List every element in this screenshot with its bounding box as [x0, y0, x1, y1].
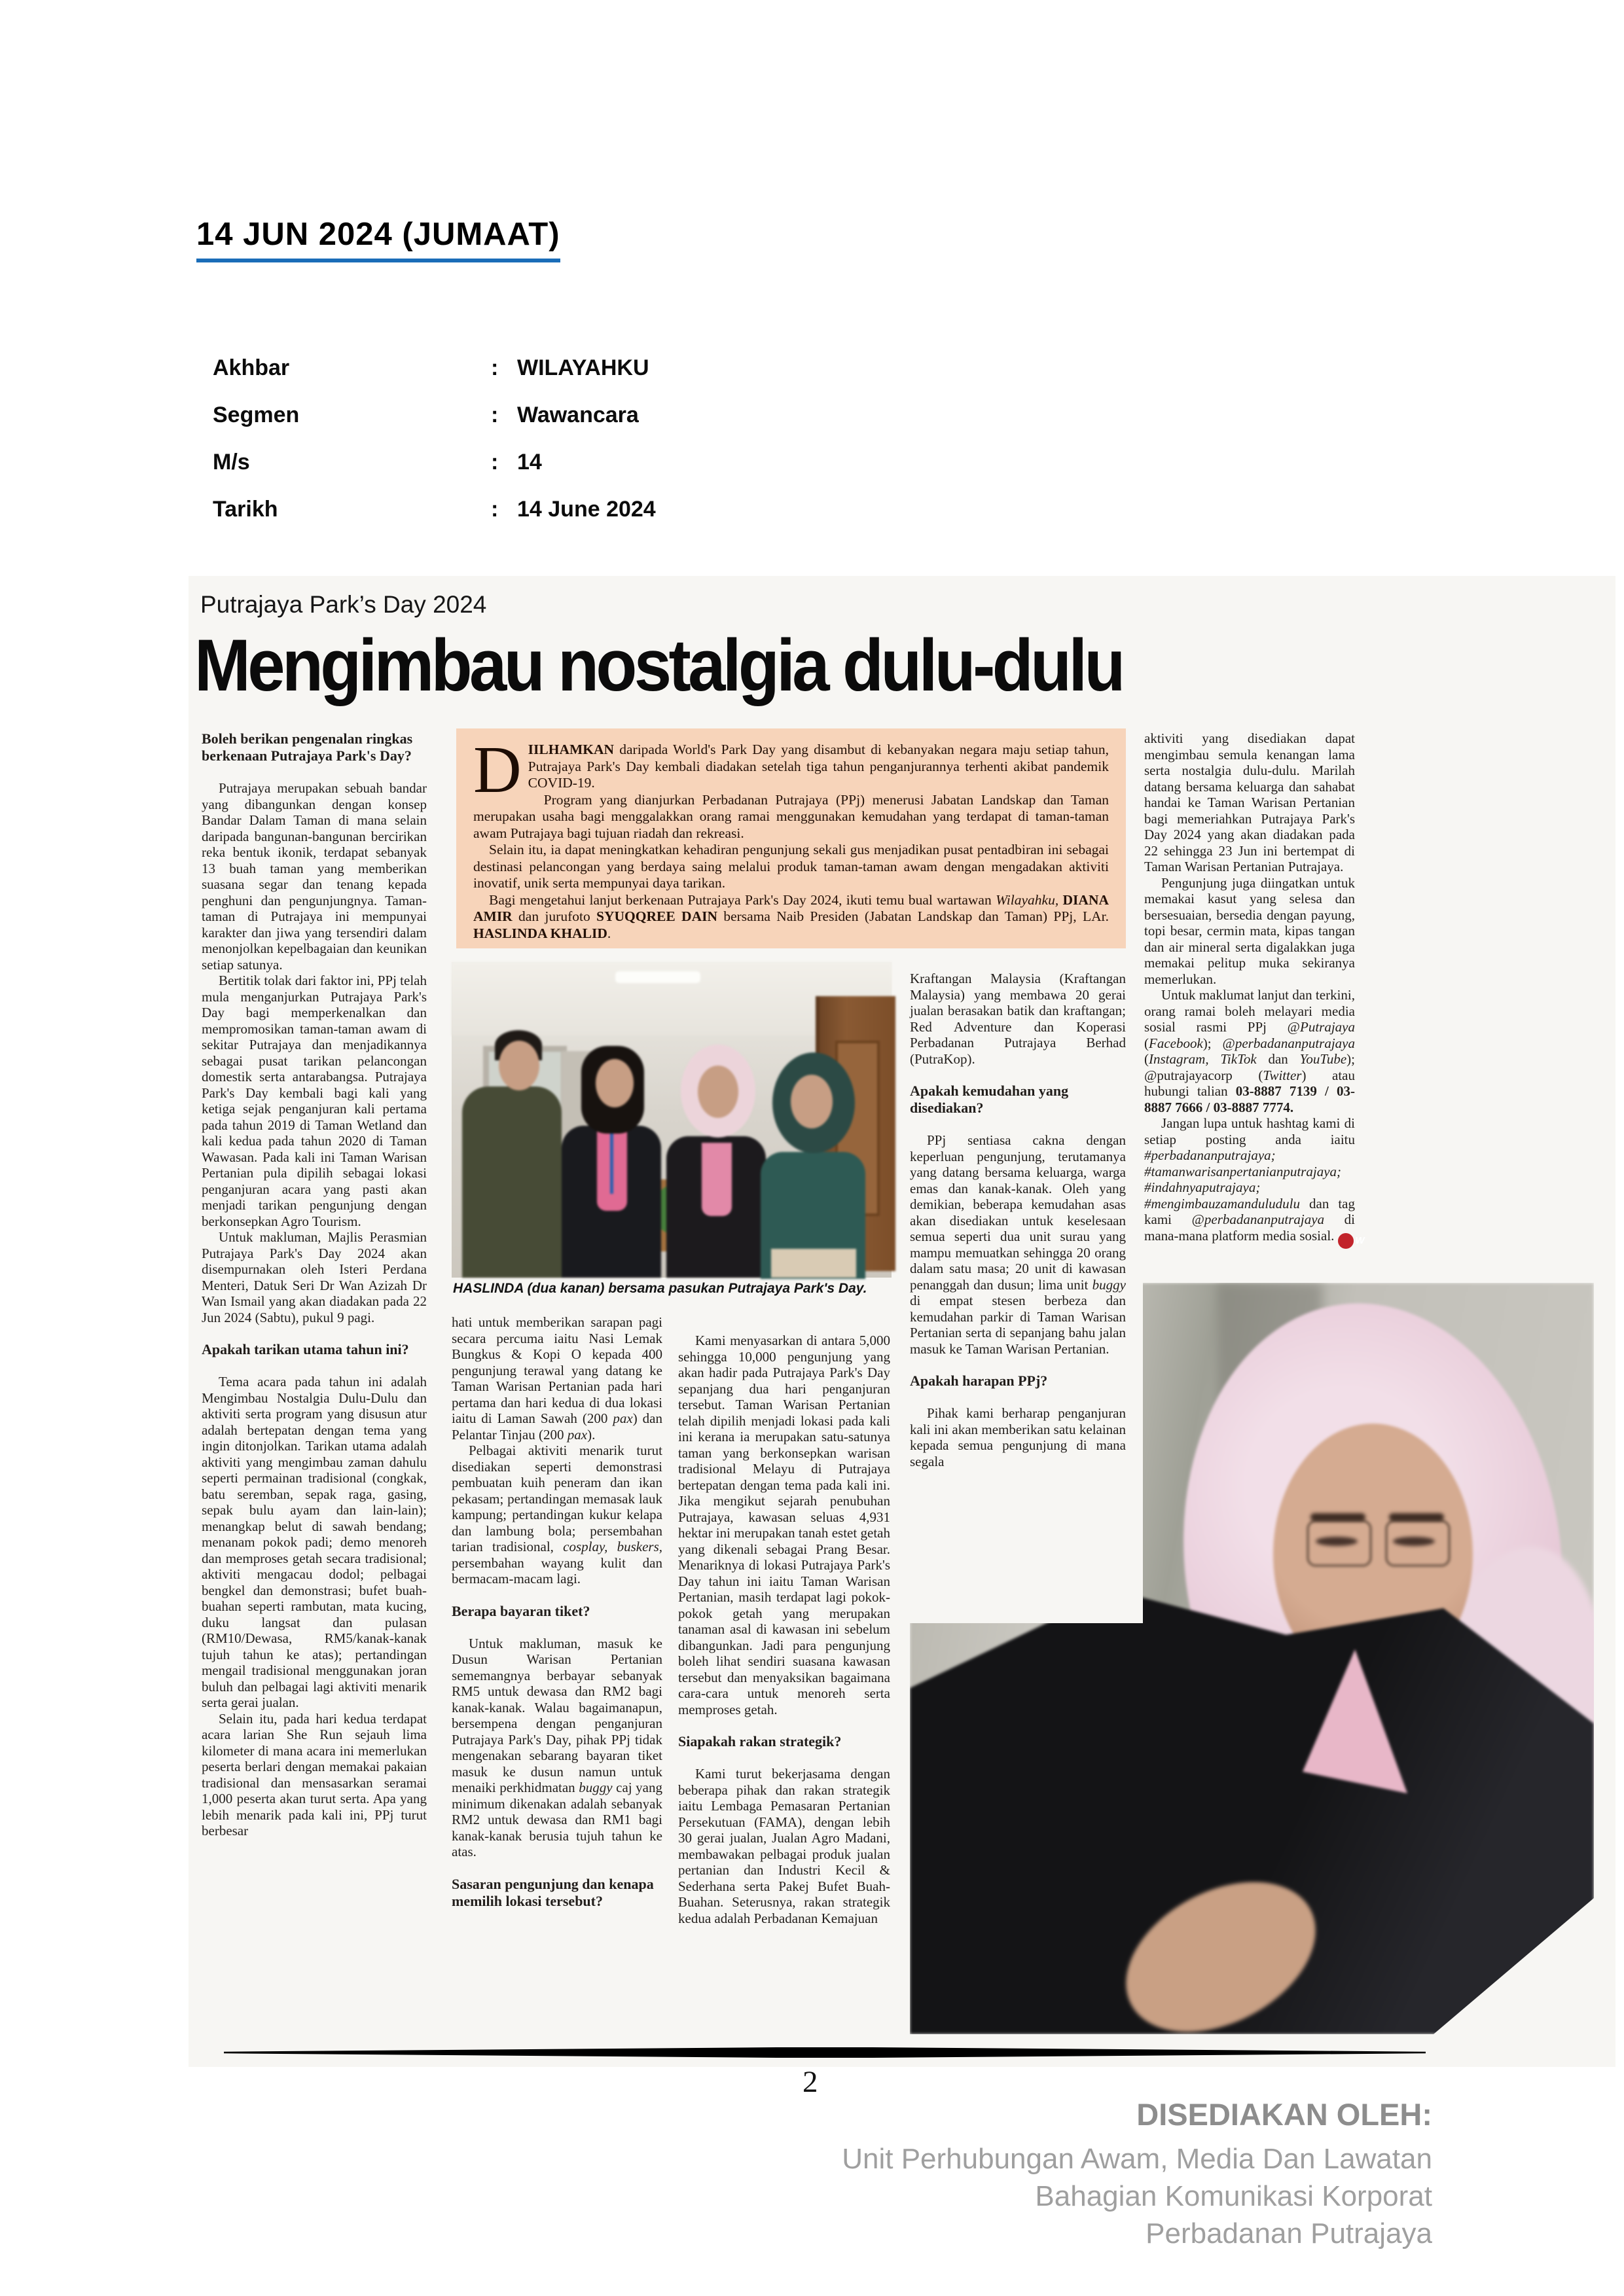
prepared-by-line: Perbadanan Putrajaya — [1146, 2217, 1432, 2250]
article-paragraph: Putrajaya merupakan sebuah bandar yang dibangunkan dengan konsep Bandar Dalam Taman di mana selain daripada bangunan-bangunan bercirikan reka bentuk ikonik, terdapat sebanyak 13 buah taman yang memberikan suasana segar dan tenang kepada penghuni dan pengunjungnya. Taman-taman di Putrajaya ini mempunyai karakter dan jiwa yang tersendiri dalam menonjolkan kepelbagaian dan keunikan setiap satunya. — [202, 780, 427, 973]
person-2-lanyard — [610, 1134, 613, 1194]
meta-label: M/s — [213, 450, 250, 475]
meta-value: 14 — [517, 450, 542, 475]
article-paragraph: Kami menyasarkan di antara 5,000 sehingga 10,000 pengunjung yang akan hadir pada Putrajaya Park's Day sepanjang dua hari penganjuran tersebut. Taman Warisan Pertanian telah dipilih menjadi lokasi pada kali ini kerana ia merupakan satu-satunya taman yang berkonsepkan warisan tradisional Melayu di Putrajaya bertepatan dengan tema pada kali ini. Jika mengikut sejarah penubuhan Putrajaya, kawasan seluas 4,931 hektar ini merupakan tanah estet getah yang dikenali sebagai Prang Besar. Menariknya di lokasi Putrajaya Park's Day tahun ini iaitu Taman Warisan Pertanian, masih terdapat lagi pokok-pokok getah yang merupakan tanaman asal di kawasan ini sebelum dibangunkan. Jadi para pengunjung boleh lihat sendiri suasana kawasan tersebut dan menyaksikan bagaimana cara-cara untuk menoreh serta memproses getah. — [678, 1333, 890, 1717]
question-heading: Apakah tarikan utama tahun ini? — [202, 1341, 409, 1357]
lead-paragraph: Bagi mengetahui lanjut berkenaan Putrajaya Park's Day 2024, ikuti temu bual wartawan Wilayahku, DIANA AMIR dan jurufoto SYUQQREE DAIN bersama Naib Presiden (Jabatan Landskap dan Taman) PPj, LAr. HASLINDA KHALID. — [473, 891, 1110, 941]
article-paragraph: Pihak kami berharap penganjuran kali ini akan memberikan satu kelainan kepada semua pengunjung di mana segala — [910, 1405, 1126, 1469]
article-paragraph: Bertitik tolak dari faktor ini, PPj telah mula menganjurkan Putrajaya Park's Day bagi memperkenalkan dan mempromosikan taman-taman awam di sekitar Putrajaya dan menjadikannya sebagai pusat tarikan pelancongan domestik serta antarabangsa. Putrajaya Park's Day kembali bagi kali yang ketiga sejak penganjuran kali pertama pada tahun 2019 di Taman Wetland dan kali kedua pada tahun 2020 di Taman Wawasan. Pada kali ini Taman Warisan Pertanian pula dipilih sebagai lokasi penganjuran acara yang pasti akan menjadi tarikan pengunjung dengan berkonsepkan Agro Tourism. — [202, 973, 427, 1229]
article-paragraph: PPj sentiasa cakna dengan keperluan pengunjung, terutamanya yang datang bersama keluarga, warga emas dan kanak-kanak. Oleh yang demikian, beberapa kemudahan asas akan disediakan untuk keselesaan semua seperti dua unit surau yang mampu memuatkan sehingga 20 orang dalam satu masa; 20 unit di kawasan penanggah dan dusun; lima unit buggy di empat stesen berbeza dan kemudahan parkir di Taman Warisan Pertanian serta di sepanjang bahu jalan masuk ke Taman Warisan Pertanian. — [910, 1132, 1126, 1357]
wilayahku-logo: W — [1338, 1233, 1354, 1249]
meta-separator: : — [491, 403, 499, 427]
article-column-3 — [678, 1333, 890, 1992]
report-date-header: 14 JUN 2024 (JUMAAT) — [196, 216, 560, 262]
article-column-4 — [910, 971, 1126, 1611]
person-3-blouse — [702, 1143, 732, 1216]
person-3-face — [698, 1066, 738, 1118]
group-photo — [452, 962, 892, 1278]
article-paragraph: Untuk maklumat lanjut dan terkini, orang ramai boleh melayari media sosial rasmi PPj @Putrajaya (Facebook); @perbadananputrajaya (Instagram, TikTok dan YouTube); @putrajayacorp (Twitter) atau hubungi talian 03-8887 7139 / 03-8887 7666 / 03-8887 7774. — [1144, 987, 1355, 1115]
meta-label: Tarikh — [213, 497, 278, 522]
person-2-face — [596, 1059, 634, 1107]
person-4-face — [791, 1075, 833, 1128]
photo-caption: HASLINDA (dua kanan) bersama pasukan Putrajaya Park's Day. — [453, 1281, 867, 1296]
question-heading: Boleh berikan pengenalan ringkas berkenaan Putrajaya Park's Day? — [202, 730, 413, 764]
person-1-face — [499, 1041, 539, 1090]
report-meta-table — [213, 355, 656, 544]
lead-paragraph: Selain itu, ia dapat meningkatkan kehadiran pengunjung sekali gus menjadikan pusat pentadbiran ini sebagai destinasi pelancongan yang berdaya saing melalui produk taman-taman awam dengan mengadakan aktiviti inovatif, unik serta mempunyai daya tarikan. — [473, 842, 1109, 891]
article-paragraph: Pelbagai aktiviti menarik turut disediakan seperti demonstrasi pembuatan kuih peneram dan ikan pekasam; pertandingan memasak lauk kampung; pertandingan kukur kelapa dan lambung bola; persembahan tarian tradisional, cosplay, buskers, persembahan wayang kulit dan bermacam-macam lagi. — [452, 1443, 663, 1587]
lead-paragraph: Program yang dianjurkan Perbadanan Putrajaya (PPj) menerusi Jabatan Landskap dan Taman merupakan usaha bagi menggalakkan orang ramai menggunakan kemudahan yang terdapat di taman-taman awam Putrajaya bagi tujuan riadah dan rekreasi. — [473, 791, 1109, 841]
prepared-by-label: DISEDIAKAN OLEH: — [1136, 2097, 1432, 2132]
meta-separator: : — [491, 355, 499, 380]
prepared-by-line: Unit Perhubungan Awam, Media Dan Lawatan — [842, 2143, 1432, 2175]
article-paragraph: hati untuk memberikan sarapan pagi secara percuma iaitu Nasi Lemak Bungkus & Kopi O kepada 400 pengunjung terawal yang datang ke Taman Warisan Pertanian pada hari pertama dan hari kedua di dua lokasi iaitu di Laman Sawah (200 pax) dan Pelantar Tinjau (200 pax). — [452, 1314, 662, 1443]
article-paragraph: Kraftangan Malaysia (Kraftangan Malaysia) yang membawa 20 gerai jualan berasakan batik dan kraftangan; Red Adventure dan Koperasi Perbadanan Putrajaya Berhad (PutraKop). — [910, 971, 1126, 1067]
drop-cap: D — [473, 733, 522, 807]
question-heading: Berapa bayaran tiket? — [452, 1602, 590, 1619]
person-4-pants — [771, 1249, 856, 1278]
eyeglasses-lens — [1307, 1520, 1372, 1567]
prepared-by-lines — [842, 2140, 1432, 2252]
article-paragraph: Untuk makluman, Majlis Perasmian Putrajaya Park's Day 2024 akan disempurnakan oleh Isteri Perdana Menteri, Datuk Seri Dr Wan Azizah Dr Wan Ismail yang akan diadakan pada 22 Jun 2024 (Sabtu), pukul 9 pagi. — [202, 1229, 427, 1325]
article-paragraph: Pengunjung juga diingatkan untuk memakai kasut yang selesa dan bersesuaian, bersedia dengan payung, topi besar, cermin mata, kipas tangan dan air mineral serta digalakkan juga memakai pelitup muka sekiranya memerlukan. — [1144, 874, 1355, 987]
prepared-by-line: Bahagian Komunikasi Korporat — [1035, 2180, 1432, 2212]
question-heading: Apakah kemudahan yang disediakan? — [910, 1083, 1069, 1116]
article-paragraph: Untuk makluman, masuk ke Dusun Warisan Pertanian sememangnya berbayar sebanyak RM5 untuk dewasa dan RM2 bagi kanak-kanak. Walau bagaimanapun, bersempena dengan penganjuran Putrajaya Park's Day, pihak PPj tidak mengenakan sebarang bayaran tiket masuk ke dusun namun untuk menaiki perkhidmatan buggy caj yang minimum dikenakan adalah sebanyak RM2 untuk dewasa dan RM1 bagi kanak-kanak berusia tujuh tahun ke atas. — [452, 1635, 663, 1859]
meta-label: Akhbar — [213, 355, 290, 380]
article-column-5 — [1144, 730, 1365, 1275]
meta-separator: : — [491, 450, 499, 475]
meta-value: 14 June 2024 — [517, 497, 656, 522]
meta-value: WILAYAHKU — [517, 355, 649, 380]
article-column-1 — [202, 730, 427, 1990]
article-kicker: Putrajaya Park’s Day 2024 — [200, 591, 487, 618]
article-paragraph: Tema acara pada tahun ini adalah Mengimbau Nostalgia Dulu-Dulu dan aktiviti serta program yang disusun atur adalah bertepatan dengan tema yang ingin ditonjolkan. Tarikan utama adalah aktiviti yang mengimbau zaman dahulu seperti permainan tradisional (congkak, batu seremban, sepak raga, gasing, sepak bulu ayam dan lain-lain); menangkap belut di sawah bendang; menanam pokok padi; demo menoreh dan memproses getah secara tradisional; aktiviti mengacau dodol; pelbagai bengkel dan demonstrasi; bufet buah-buahan seperti rambutan, mata kucing, duku langsat dan pulasan (RM10/Dewasa, RM5/kanak-kanak tujuh tahun ke atas); pertandingan mengail tradisional menggunakan joran buluh dan pelbagai lagi aktiviti menarik serta gerai jualan. — [202, 1374, 427, 1710]
lead-paragraph — [473, 733, 1109, 807]
report-footer — [842, 2096, 1432, 2252]
article-headline: Mengimbau nostalgia dulu-dulu — [194, 624, 1123, 706]
meta-label: Segmen — [213, 403, 300, 427]
article-paragraph: Kami turut bekerjasama dengan beberapa pihak dan rakan strategik iaitu Lembaga Pemasaran Pertanian Persekutuan (FAMA), dengan lebih 30 gerai jualan, Jualan Agro Madani, membawakan pelbagai produk jualan pertanian dan Industri Kecil & Sederhana serta Pakej Bufet Buah-Buahan. Seterusnya, rakan strategik kedua adalah Perbadanan Kemajuan — [678, 1766, 890, 1926]
question-heading: Apakah harapan PPj? — [910, 1372, 1048, 1389]
lead-text: IILHAMKAN daripada World's Park Day yang disambut di kebanyakan negara maju setiap tahun, Putrajaya Park's Day kembali diadakan setelah tiga tahun penganjurannya terhenti akibat pandemik COVID-19. — [528, 742, 1109, 791]
page-number: 2 — [803, 2065, 818, 2099]
article-paragraph: aktiviti yang disediakan dapat mengimbau semula kenangan lama serta nostalgia dulu-dulu. Marilah datang bersama keluarga dan sahabat handai ke Taman Warisan Pertanian bagi memeriahkan Putrajaya Park's Day 2024 yang akan diadakan pada 22 sehingga 23 Jun ini bertempat di Taman Warisan Pertanian Putrajaya. — [1144, 730, 1355, 874]
question-heading: Sasaran pengunjung dan kenapa memilih lokasi tersebut? — [452, 1875, 654, 1909]
article-lead-box — [456, 728, 1126, 948]
article-paragraph: Selain itu, pada hari kedua terdapat acara larian She Run sejauh lima kilometer di mana acara ini memerlukan peserta berlari dengan memakai pakaian tradisional dan mensasarkan seramai 1,000 peserta akan turut serta. Apa yang lebih menarik pada kali ini, PPj turut berbesar — [202, 1710, 427, 1839]
article-column-2 — [452, 1314, 662, 1992]
person-1-silhouette — [462, 1086, 562, 1278]
ceiling-light — [615, 971, 700, 983]
eyeglasses-lens — [1385, 1520, 1451, 1567]
article-paragraph: Jangan lupa untuk hashtag kami di setiap posting anda iaitu #perbadananputrajaya; #tamanwarisanpertanianputrajaya; #indahnyaputrajaya; #mengimbauzamanduludulu dan tag kami @perbadananputrajaya di mana-mana platform media sosial. W — [1144, 1115, 1355, 1249]
question-heading: Siapakah rakan strategik? — [678, 1733, 842, 1749]
meta-value: Wawancara — [517, 403, 639, 427]
meta-separator: : — [491, 497, 499, 522]
group-photo-scene — [452, 962, 892, 1278]
